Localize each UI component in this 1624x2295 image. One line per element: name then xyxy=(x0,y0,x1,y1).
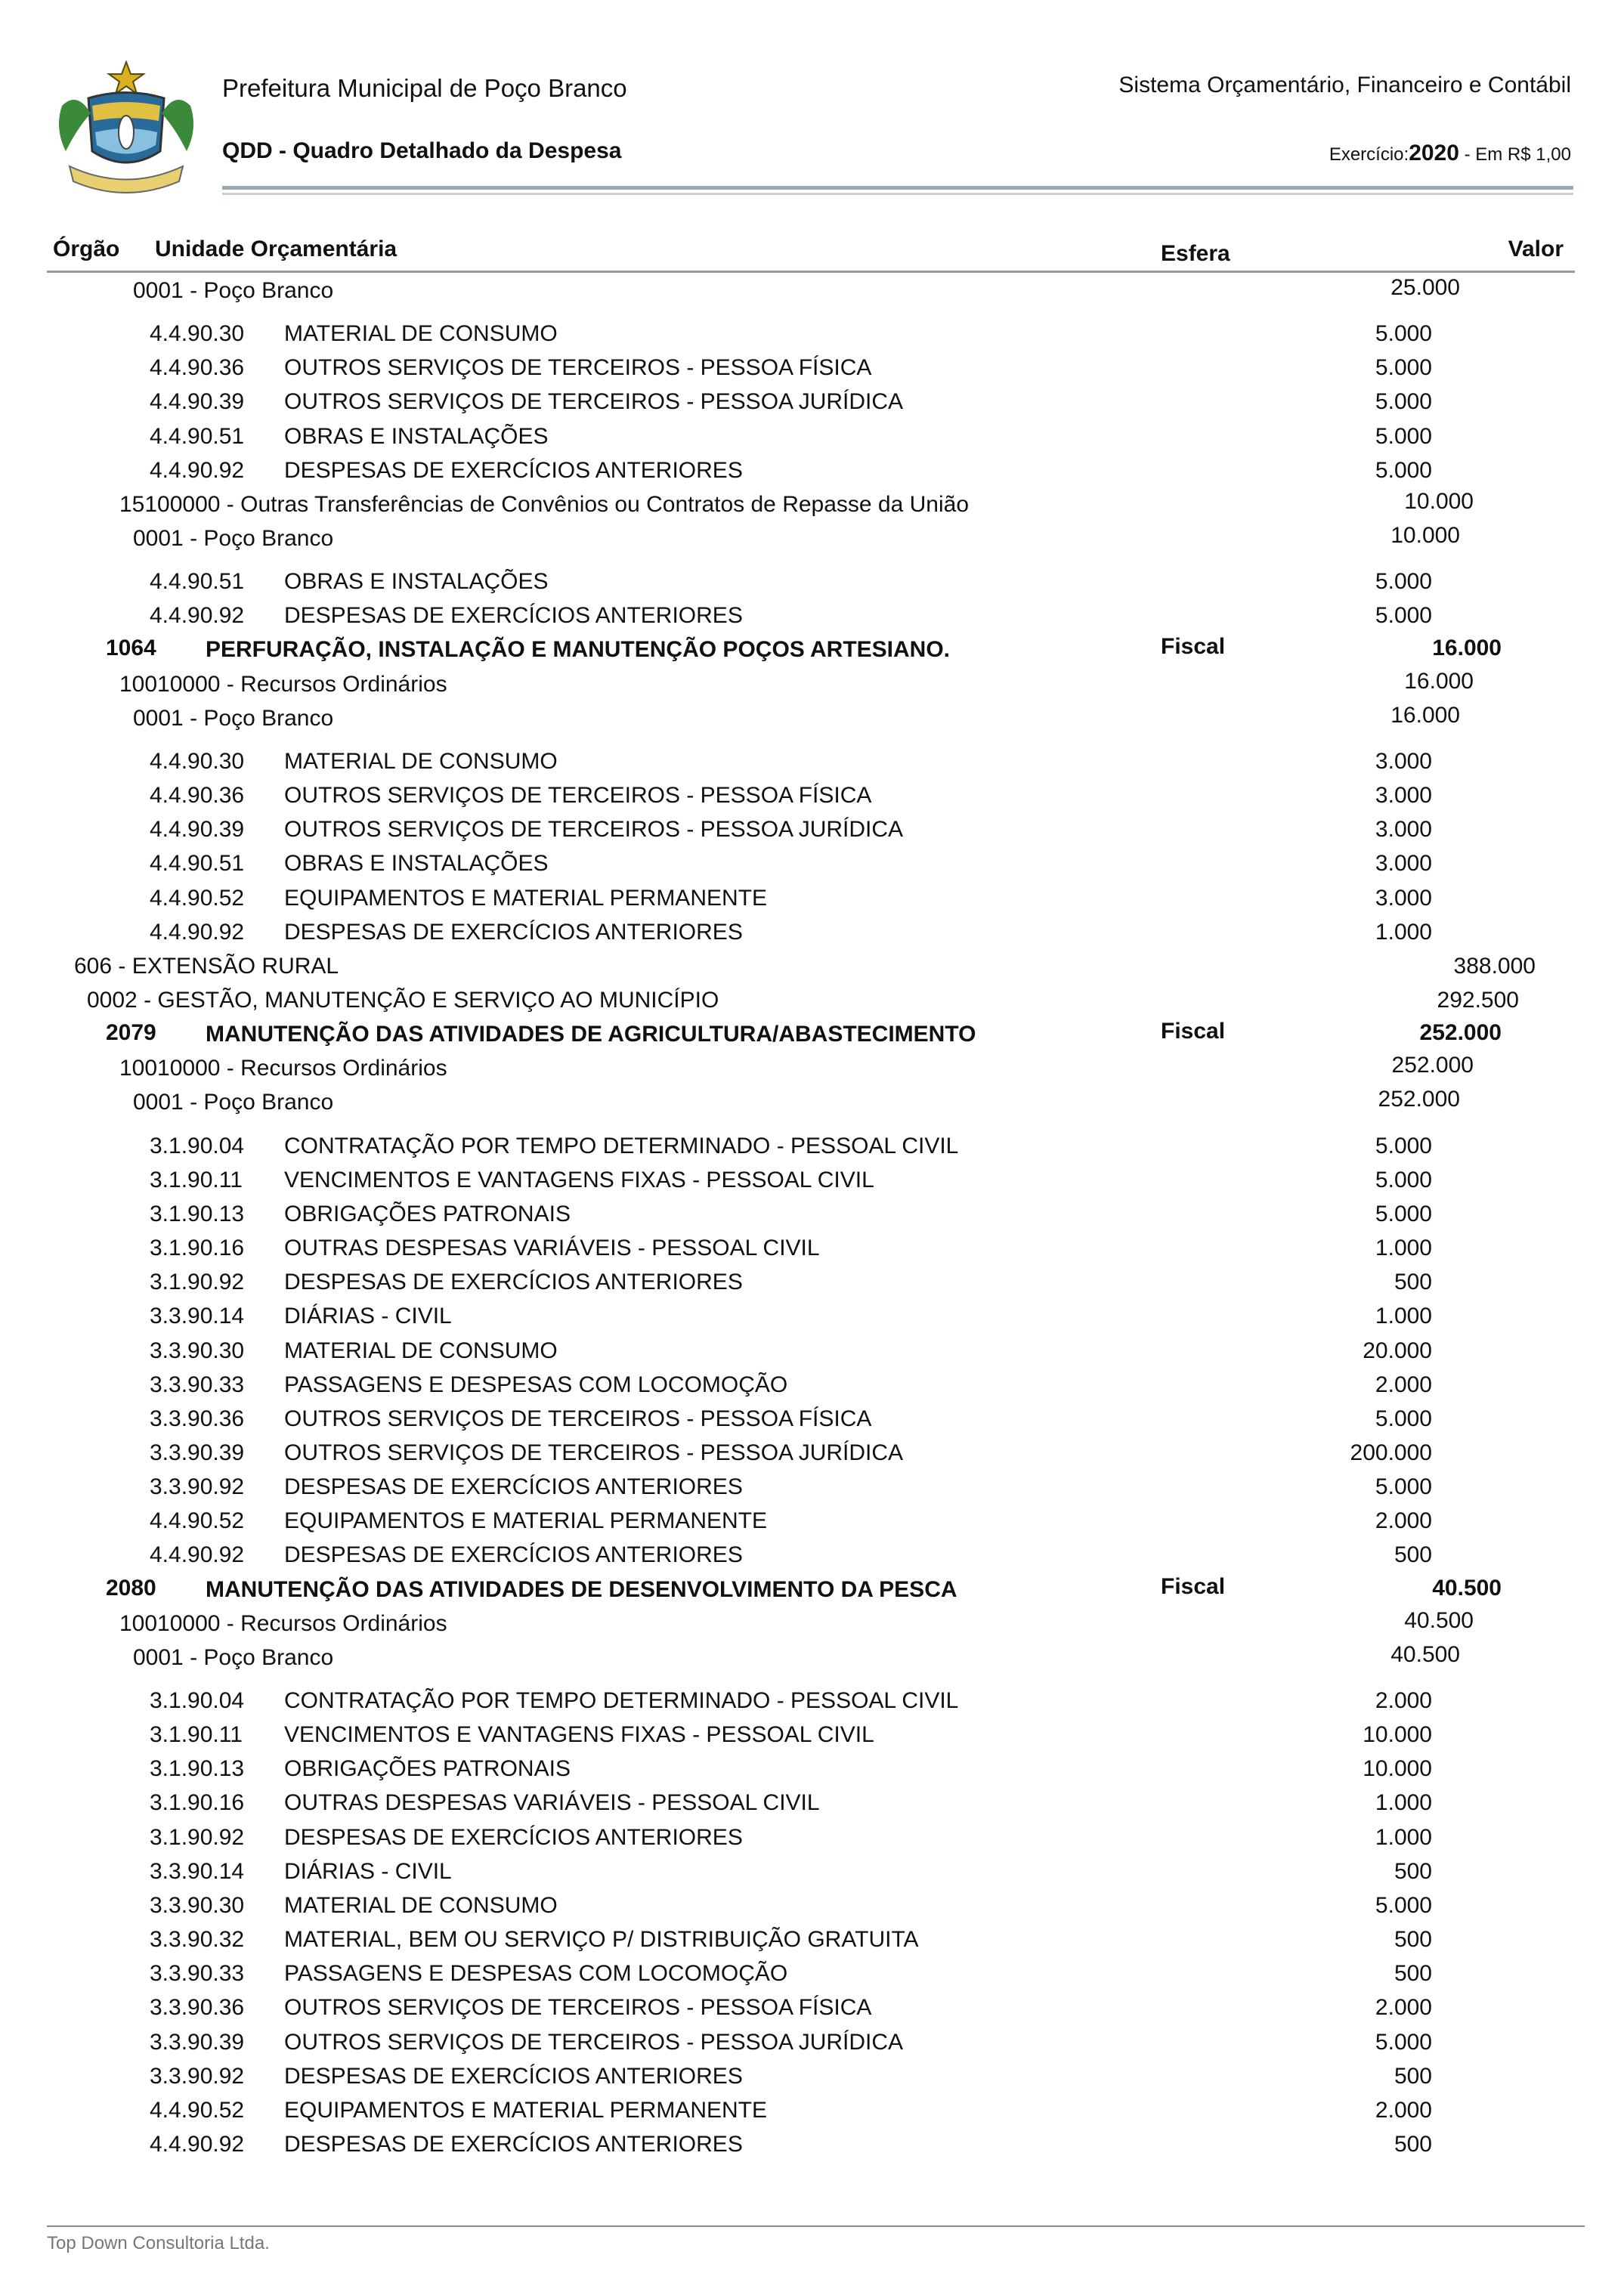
row-code: 1064 xyxy=(106,636,156,660)
row-code: 15100000 - Outras Transferências de Convênios ou Contratos de Repasse da União xyxy=(119,492,970,517)
table-row xyxy=(0,569,1624,602)
row-esfera: Fiscal xyxy=(1161,634,1226,659)
row-description: DESPESAS DE EXERCÍCIOS ANTERIORES xyxy=(284,2132,743,2157)
row-code: 0001 - Poço Branco xyxy=(133,526,334,551)
row-value: 3.000 xyxy=(1375,749,1432,774)
table-row xyxy=(0,458,1624,491)
row-value: 2.000 xyxy=(1375,1995,1432,2020)
row-value: 5.000 xyxy=(1375,2030,1432,2055)
table-row xyxy=(0,1372,1624,1406)
table-row xyxy=(0,1304,1624,1337)
row-description: OUTROS SERVIÇOS DE TERCEIROS - PESSOA FÍSICA xyxy=(284,1406,872,1431)
row-description: MATERIAL DE CONSUMO xyxy=(284,321,558,346)
table-row xyxy=(0,1202,1624,1235)
row-code: 0001 - Poço Branco xyxy=(133,706,334,731)
column-header-valor: Valor xyxy=(1508,237,1564,261)
header-rule-light xyxy=(222,193,1573,195)
row-description: DIÁRIAS - CIVIL xyxy=(284,1304,452,1328)
row-value: 20.000 xyxy=(1363,1338,1432,1363)
row-description: MATERIAL DE CONSUMO xyxy=(284,1338,558,1363)
row-value: 5.000 xyxy=(1375,1202,1432,1226)
row-code: 4.4.90.52 xyxy=(150,886,245,911)
row-description: DESPESAS DE EXERCÍCIOS ANTERIORES xyxy=(284,920,743,945)
row-code: 3.1.90.13 xyxy=(150,1756,245,1781)
row-code: 4.4.90.39 xyxy=(150,389,245,414)
row-code: 3.1.90.04 xyxy=(150,1688,245,1713)
row-value: 2.000 xyxy=(1375,2098,1432,2123)
table-row xyxy=(0,1722,1624,1755)
row-value: 1.000 xyxy=(1375,1304,1432,1328)
table-row xyxy=(0,1236,1624,1269)
table-row xyxy=(0,1508,1624,1542)
row-code: 4.4.90.52 xyxy=(150,1508,245,1533)
row-value: 500 xyxy=(1394,1542,1432,1567)
row-code: 2080 xyxy=(106,1576,156,1601)
row-code: 4.4.90.51 xyxy=(150,851,245,876)
row-code: 10010000 - Recursos Ordinários xyxy=(119,1056,447,1081)
row-description: OUTROS SERVIÇOS DE TERCEIROS - PESSOA FÍSICA xyxy=(284,355,872,380)
row-description: EQUIPAMENTOS E MATERIAL PERMANENTE xyxy=(284,1508,767,1533)
row-value: 5.000 xyxy=(1375,458,1432,483)
row-description: MATERIAL DE CONSUMO xyxy=(284,749,558,774)
table-row xyxy=(0,1542,1624,1576)
group-row-subfuncao xyxy=(0,954,1624,987)
row-code: 3.3.90.36 xyxy=(150,1995,245,2020)
row-description: OUTRAS DESPESAS VARIÁVEIS - PESSOAL CIVIL xyxy=(284,1236,820,1260)
row-code: 3.3.90.33 xyxy=(150,1372,245,1397)
row-description: MANUTENÇÃO DAS ATIVIDADES DE DESENVOLVIMENTO DA PESCA xyxy=(206,1577,957,1602)
table-row xyxy=(0,2098,1624,2131)
row-description: PASSAGENS E DESPESAS COM LOCOMOÇÃO xyxy=(284,1961,788,1986)
row-value: 40.500 xyxy=(1404,1608,1474,1633)
group-row-acao xyxy=(0,1019,1624,1055)
row-code: 4.4.90.92 xyxy=(150,1542,245,1567)
row-value: 500 xyxy=(1394,1270,1432,1294)
row-value: 16.000 xyxy=(1390,703,1460,728)
row-value: 3.000 xyxy=(1375,851,1432,876)
row-code: 0001 - Poço Branco xyxy=(133,1645,334,1670)
row-code: 3.3.90.39 xyxy=(150,1440,245,1465)
table-row xyxy=(0,355,1624,388)
row-value: 200.000 xyxy=(1350,1440,1432,1465)
group-row-fonte xyxy=(0,489,1624,525)
row-code: 3.1.90.16 xyxy=(150,1790,245,1815)
row-code: 4.4.90.39 xyxy=(150,817,245,842)
row-code: 3.3.90.33 xyxy=(150,1961,245,1986)
table-row xyxy=(0,1756,1624,1789)
row-value: 252.000 xyxy=(1391,1053,1474,1078)
row-code: 4.4.90.51 xyxy=(150,424,245,449)
row-description: OBRAS E INSTALAÇÕES xyxy=(284,424,549,449)
table-row xyxy=(0,749,1624,782)
group-row-fonte xyxy=(0,669,1624,705)
row-description: OBRAS E INSTALAÇÕES xyxy=(284,569,549,594)
row-code: 2079 xyxy=(106,1020,156,1045)
group-row-local xyxy=(0,703,1624,739)
row-description: EQUIPAMENTOS E MATERIAL PERMANENTE xyxy=(284,2098,767,2123)
group-row-acao xyxy=(0,1574,1624,1610)
row-value: 5.000 xyxy=(1375,1474,1432,1499)
row-value: 500 xyxy=(1394,2064,1432,2089)
table-row xyxy=(0,1825,1624,1858)
row-value: 2.000 xyxy=(1375,1508,1432,1533)
row-code: 3.3.90.36 xyxy=(150,1406,245,1431)
row-description: OUTROS SERVIÇOS DE TERCEIROS - PESSOA JURÍDICA xyxy=(284,1440,904,1465)
footer-rule xyxy=(47,2225,1585,2227)
row-description: MANUTENÇÃO DAS ATIVIDADES DE AGRICULTURA/ABASTECIMENTO xyxy=(206,1022,976,1047)
row-value: 500 xyxy=(1394,1927,1432,1952)
row-description: MATERIAL, BEM OU SERVIÇO P/ DISTRIBUIÇÃO GRATUITA xyxy=(284,1927,919,1952)
row-value: 2.000 xyxy=(1375,1688,1432,1713)
exercicio-label: Exercício: xyxy=(1329,144,1409,165)
row-description: CONTRATAÇÃO POR TEMPO DETERMINADO - PESSOAL CIVIL xyxy=(284,1134,959,1158)
table-row xyxy=(0,1440,1624,1474)
group-row-fonte xyxy=(0,1608,1624,1644)
row-code: 3.3.90.39 xyxy=(150,2030,245,2055)
row-value: 5.000 xyxy=(1375,1406,1432,1431)
table-row xyxy=(0,1134,1624,1167)
exercicio-year: 2020 xyxy=(1409,141,1459,165)
row-code: 3.3.90.14 xyxy=(150,1859,245,1884)
row-code: 0001 - Poço Branco xyxy=(133,278,334,303)
row-description: OUTROS SERVIÇOS DE TERCEIROS - PESSOA JURÍDICA xyxy=(284,389,904,414)
row-description: DESPESAS DE EXERCÍCIOS ANTERIORES xyxy=(284,1270,743,1294)
row-description: EQUIPAMENTOS E MATERIAL PERMANENTE xyxy=(284,886,767,911)
row-description: OUTROS SERVIÇOS DE TERCEIROS - PESSOA FÍSICA xyxy=(284,783,872,808)
table-row xyxy=(0,2132,1624,2165)
row-value: 3.000 xyxy=(1375,817,1432,842)
table-row xyxy=(0,1927,1624,1960)
row-description: OUTROS SERVIÇOS DE TERCEIROS - PESSOA FÍSICA xyxy=(284,1995,872,2020)
row-code: 3.1.90.92 xyxy=(150,1270,245,1294)
row-code: 4.4.90.92 xyxy=(150,603,245,628)
table-row xyxy=(0,1338,1624,1372)
row-code: 4.4.90.36 xyxy=(150,783,245,808)
row-value: 40.500 xyxy=(1432,1576,1502,1601)
row-value: 500 xyxy=(1394,2132,1432,2157)
row-value: 25.000 xyxy=(1390,275,1460,300)
row-code: 3.1.90.04 xyxy=(150,1134,245,1158)
row-description: CONTRATAÇÃO POR TEMPO DETERMINADO - PESSOAL CIVIL xyxy=(284,1688,959,1713)
table-row xyxy=(0,886,1624,919)
row-description: OUTROS SERVIÇOS DE TERCEIROS - PESSOA JURÍDICA xyxy=(284,2030,904,2055)
table-row xyxy=(0,1859,1624,1892)
row-value: 5.000 xyxy=(1375,1168,1432,1192)
row-value: 10.000 xyxy=(1363,1722,1432,1747)
column-header-orgao: Órgão xyxy=(53,237,120,261)
row-code: 4.4.90.92 xyxy=(150,2132,245,2157)
row-code: 0001 - Poço Branco xyxy=(133,1090,334,1115)
column-header-esfera: Esfera xyxy=(1161,241,1230,266)
row-code: 606 - EXTENSÃO RURAL xyxy=(74,954,339,979)
row-description: DESPESAS DE EXERCÍCIOS ANTERIORES xyxy=(284,1542,743,1567)
row-code: 4.4.90.51 xyxy=(150,569,245,594)
row-value: 5.000 xyxy=(1375,569,1432,594)
group-row-local xyxy=(0,1087,1624,1123)
table-row xyxy=(0,817,1624,850)
row-code: 3.3.90.92 xyxy=(150,1474,245,1499)
table-row xyxy=(0,2030,1624,2063)
row-value: 5.000 xyxy=(1375,603,1432,628)
row-code: 3.3.90.92 xyxy=(150,2064,245,2089)
table-row xyxy=(0,2064,1624,2097)
table-row xyxy=(0,603,1624,636)
row-value: 5.000 xyxy=(1375,1134,1432,1158)
group-row-acao xyxy=(0,634,1624,670)
footer-company: Top Down Consultoria Ltda. xyxy=(47,2233,270,2253)
table-row xyxy=(0,920,1624,953)
row-description: OBRIGAÇÕES PATRONAIS xyxy=(284,1756,571,1781)
row-value: 388.000 xyxy=(1453,954,1536,979)
currency-note: - Em R$ 1,00 xyxy=(1459,144,1571,165)
system-name: Sistema Orçamentário, Financeiro e Contábil xyxy=(1118,73,1571,97)
row-description: OBRAS E INSTALAÇÕES xyxy=(284,851,549,876)
row-value: 292.500 xyxy=(1437,988,1519,1013)
row-value: 5.000 xyxy=(1375,389,1432,414)
row-value: 40.500 xyxy=(1390,1642,1460,1667)
row-esfera: Fiscal xyxy=(1161,1019,1226,1044)
municipality-name: Prefeitura Municipal de Poço Branco xyxy=(222,74,627,102)
header-rule xyxy=(222,186,1573,190)
row-description: DESPESAS DE EXERCÍCIOS ANTERIORES xyxy=(284,1825,743,1850)
row-description: OBRIGAÇÕES PATRONAIS xyxy=(284,1202,571,1226)
row-value: 16.000 xyxy=(1404,669,1474,694)
row-description: OUTRAS DESPESAS VARIÁVEIS - PESSOAL CIVIL xyxy=(284,1790,820,1815)
row-value: 5.000 xyxy=(1375,1893,1432,1918)
row-code: 4.4.90.52 xyxy=(150,2098,245,2123)
row-code: 10010000 - Recursos Ordinários xyxy=(119,1611,447,1636)
table-row xyxy=(0,1474,1624,1508)
column-header-unidade: Unidade Orçamentária xyxy=(155,237,397,261)
group-row-programa xyxy=(0,988,1624,1021)
row-value: 16.000 xyxy=(1432,636,1502,660)
row-description: DESPESAS DE EXERCÍCIOS ANTERIORES xyxy=(284,603,743,628)
exercicio-info xyxy=(1329,141,1571,166)
row-value: 3.000 xyxy=(1375,886,1432,911)
row-code: 3.3.90.32 xyxy=(150,1927,245,1952)
row-code: 4.4.90.30 xyxy=(150,749,245,774)
table-row xyxy=(0,321,1624,354)
row-value: 10.000 xyxy=(1390,523,1460,548)
table-row xyxy=(0,424,1624,457)
row-value: 10.000 xyxy=(1404,489,1474,514)
row-value: 2.000 xyxy=(1375,1372,1432,1397)
row-value: 500 xyxy=(1394,1961,1432,1986)
row-value: 5.000 xyxy=(1375,355,1432,380)
row-description: MATERIAL DE CONSUMO xyxy=(284,1893,558,1918)
row-esfera: Fiscal xyxy=(1161,1574,1226,1599)
row-value: 5.000 xyxy=(1375,424,1432,449)
municipal-crest-logo xyxy=(47,60,206,204)
row-description: PERFURAÇÃO, INSTALAÇÃO E MANUTENÇÃO POÇOS ARTESIANO. xyxy=(206,637,951,662)
row-code: 3.1.90.13 xyxy=(150,1202,245,1226)
row-code: 4.4.90.92 xyxy=(150,458,245,483)
row-code: 4.4.90.92 xyxy=(150,920,245,945)
row-value: 10.000 xyxy=(1363,1756,1432,1781)
row-description: PASSAGENS E DESPESAS COM LOCOMOÇÃO xyxy=(284,1372,788,1397)
row-value: 5.000 xyxy=(1375,321,1432,346)
row-value: 1.000 xyxy=(1375,920,1432,945)
row-description: OUTROS SERVIÇOS DE TERCEIROS - PESSOA JURÍDICA xyxy=(284,817,904,842)
row-description: VENCIMENTOS E VANTAGENS FIXAS - PESSOAL CIVIL xyxy=(284,1722,874,1747)
row-value: 252.000 xyxy=(1419,1020,1502,1045)
row-code: 3.1.90.16 xyxy=(150,1236,245,1260)
row-description: DESPESAS DE EXERCÍCIOS ANTERIORES xyxy=(284,2064,743,2089)
table-row xyxy=(0,783,1624,816)
table-row xyxy=(0,851,1624,884)
row-value: 3.000 xyxy=(1375,783,1432,808)
group-row-local xyxy=(0,275,1624,311)
table-row xyxy=(0,1688,1624,1721)
row-code: 10010000 - Recursos Ordinários xyxy=(119,672,447,697)
row-code: 4.4.90.30 xyxy=(150,321,245,346)
row-code: 3.1.90.11 xyxy=(150,1722,243,1747)
row-code: 3.3.90.30 xyxy=(150,1338,245,1363)
row-description: DIÁRIAS - CIVIL xyxy=(284,1859,452,1884)
group-row-fonte xyxy=(0,1053,1624,1089)
table-row xyxy=(0,1406,1624,1440)
row-value: 1.000 xyxy=(1375,1790,1432,1815)
row-code: 3.3.90.30 xyxy=(150,1893,245,1918)
column-header-rule xyxy=(47,271,1575,273)
report-title: QDD - Quadro Detalhado da Despesa xyxy=(222,138,622,163)
row-value: 1.000 xyxy=(1375,1825,1432,1850)
table-row xyxy=(0,1893,1624,1926)
table-row xyxy=(0,1168,1624,1201)
row-code: 3.1.90.11 xyxy=(150,1168,243,1192)
row-value: 500 xyxy=(1394,1859,1432,1884)
row-value: 1.000 xyxy=(1375,1236,1432,1260)
row-description: DESPESAS DE EXERCÍCIOS ANTERIORES xyxy=(284,1474,743,1499)
row-description: DESPESAS DE EXERCÍCIOS ANTERIORES xyxy=(284,458,743,483)
table-row xyxy=(0,389,1624,422)
table-row xyxy=(0,1995,1624,2028)
group-row-local xyxy=(0,1642,1624,1678)
row-code: 0002 - GESTÃO, MANUTENÇÃO E SERVIÇO AO MUNICÍPIO xyxy=(87,988,719,1013)
table-row xyxy=(0,1790,1624,1823)
table-row xyxy=(0,1270,1624,1303)
group-row-local xyxy=(0,523,1624,559)
row-code: 3.3.90.14 xyxy=(150,1304,245,1328)
row-description: VENCIMENTOS E VANTAGENS FIXAS - PESSOAL CIVIL xyxy=(284,1168,874,1192)
row-code: 3.1.90.92 xyxy=(150,1825,245,1850)
row-value: 252.000 xyxy=(1378,1087,1460,1112)
row-code: 4.4.90.36 xyxy=(150,355,245,380)
table-row xyxy=(0,1961,1624,1994)
